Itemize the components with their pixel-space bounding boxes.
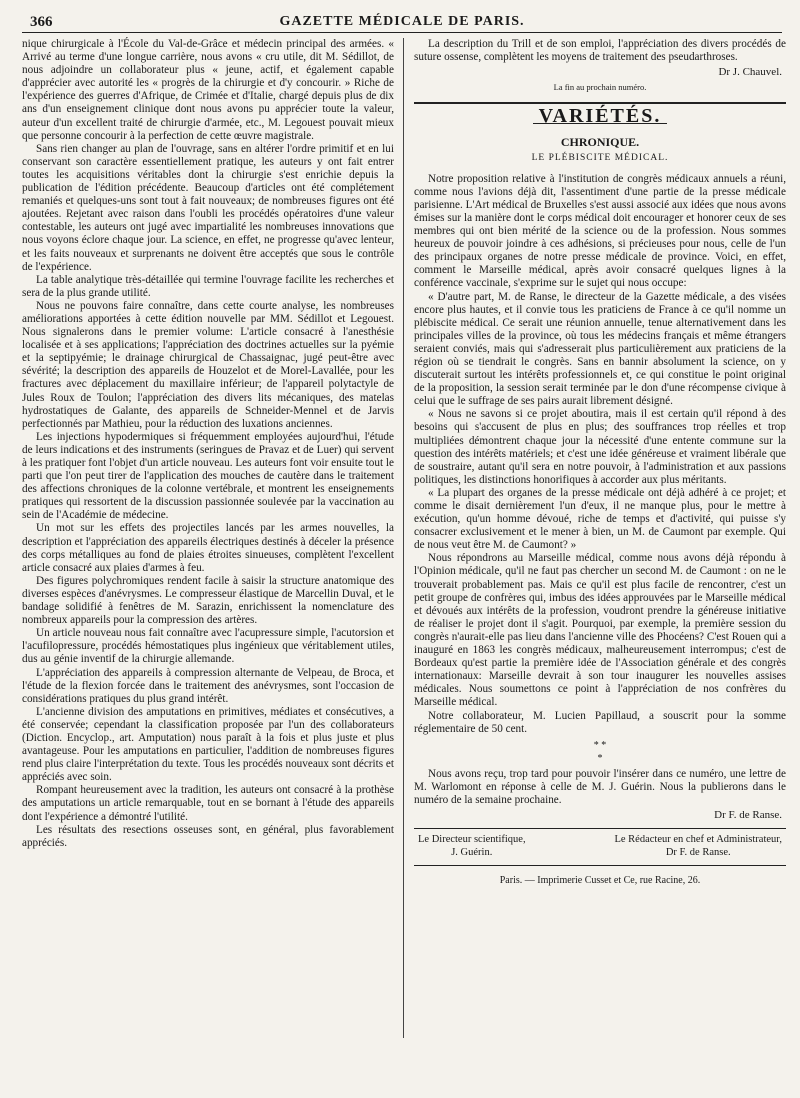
closing-paragraph: Nous avons reçu, trop tard pour pouvoir l'insérer dans ce numéro, une lettre de M. Warlomont en réponse à celle de M. J. Guérin. Nous la publierons dans le numéro de la semaine prochaine.: [414, 767, 786, 807]
footer-credits: [418, 833, 782, 859]
footer-editor: [614, 833, 782, 859]
paragraph: Des figures polychromiques rendent facile à saisir la structure anatomique des diverses espèces d'anévrysmes. Le compresseur élastique de Marcellin Duval, et le bandage solidifié à fenêtres de M. Sarazin, enrichissent la nomenclature des nombreux appareils pour la compression des artères.: [22, 574, 394, 627]
paragraph: Nous répondrons au Marseille médical, comme nous avons déjà répondu à l'Opinion médicale, qu'il ne faut pas chercher un second M. de Caumont : on ne le trouverait probablement pas. Mais ce qu'il est plus facile de rencontrer, c'est un petit groupe de confrères qui, imbus des idées approuvées par le Marseille médical et dévoués aux intérêts de la profession, voudront prendre la généreuse initiative de réaliser le projet dont il s'agit. Pourquoi, par exemple, la première session du congrès n'aurait-elle pas lieu dans l'ancienne ville des Phocéens? C'est Rouen qui a inauguré en 1863 les congrès médicaux, malheureusement interrompus; c'est de Bordeaux qu'est partie la première idée de l'Association générale et des congrès internationaux: Marseille devrait à son tour inaugurer les nouvelles assises médicales. Nous soumettons ce point à l'appréciation de nos confrères du Marseille médical.: [414, 552, 786, 709]
paragraph: Les injections hypodermiques si fréquemment employées aujourd'hui, l'étude de leurs indications et des instruments (seringues de Pravaz et de Luer) qui servent à les pratiquer font l'objet d'un article nouveau. Les auteurs font voir ensuite tout le parti que l'on peut tirer de l'application des mouches de cautère dans le traitement des affections chroniques de la colonne vertébrale, et montrent les enseignements pratiques qui ressortent de la discussion passionnée soulevée par la vaccination au sein de l'Académie de médecine.: [22, 430, 394, 522]
footer-editor-role: Le Rédacteur en chef et Administrateur,: [614, 834, 782, 846]
footer-rule-2: [414, 865, 786, 866]
footer-director-role: Le Directeur scientifique,: [418, 834, 526, 846]
intro-signature: Dr J. Chauvel.: [718, 66, 782, 79]
paragraph: L'appréciation des appareils à compression alternante de Velpeau, de Broca, et l'étude de la flexion forcée dans le traitement des anévrysmes, sont l'occasion de considérations pratiques du plus grand intérêt.: [22, 666, 394, 705]
paragraph: L'ancienne division des amputations en primitives, médiates et consécutives, a été conservée; cependant la classification proposée par l'un des collaborateurs (Diction. Encyclop., art. Amputation) nous paraît à la fois et plus juste et plus avantageuse. Pour les amputations en particulier, l'addition de nombreuses figures rend plus claire l'interprétation du texte. Tous les procédés nouveaux sont décrits et appréciés avec soin.: [22, 705, 394, 784]
section-title: VARIÉTÉS.: [533, 110, 668, 124]
intro-paragraph: La description du Trill et de son emploi, l'appréciation des divers procédés de suture ossense, complètent les moyens de traitement des pseudarthroses.: [414, 38, 786, 64]
paragraph: « D'autre part, M. de Ranse, le directeur de la Gazette médicale, a des visées encore plus hautes, et il convie tous les praticiens de France à ce qu'il nomme un plébiscite médical. Ce serait une réunion annuelle, tenue alternativement dans les principales villes de la province, où tous les médecins français et même étrangers seraient conviés, mais qui s'adresserait plus particulièrement aux praticiens de la région où se tiendrait le congrès. Sans en bannir absolument la science, on y discuterait surtout les intérêts professionnels et, ce qui constitue le point original de la proposition, la session serait terminée par le don d'une récompense civique à celui que le suffrage de ses pairs aurait librement désigné.: [414, 290, 786, 408]
paragraph: Notre collaborateur, M. Lucien Papillaud, a souscrit pour la somme réglementaire de 50 cent.: [414, 709, 786, 735]
paragraph: La table analytique très-détaillée qui termine l'ouvrage facilite les recherches et sera de la plus grande utilité.: [22, 273, 394, 299]
printer-imprint: Paris. — Imprimerie Cusset et Ce, rue Racine, 26.: [499, 875, 701, 887]
article-subheading: LE PLÉBISCITE MÉDICAL.: [531, 152, 669, 163]
paragraph: Rompant heureusement avec la tradition, les auteurs ont consacré à la prothèse des amputations un article remarquable, tout en se bornant à l'étude des appareils dont l'expérience a démontré l'utilité.: [22, 784, 394, 823]
asterism: * * *: [593, 739, 607, 764]
left-column: [22, 38, 394, 850]
right-column: [414, 38, 786, 888]
section-title-box: [414, 105, 786, 128]
footer-rule: [414, 828, 786, 829]
footer-editor-name: Dr F. de Ranse.: [665, 847, 731, 859]
paragraph: « Nous ne savons si ce projet aboutira, mais il est certain qu'il répond à des besoins qui s'accusent de plus en plus; des souffrances trop réelles et trop multipliées démontrent chaque jour la nécessité d'une entente commune sur la question des intérêts matériels; et c'est une idée généreuse et vraiment libérale que de soustraire, autant qu'il sera en notre pouvoir, à l'administration et aux passions politiques, les distinctions honorifiques à accorder aux plus méritants.: [414, 408, 786, 486]
column-divider: [403, 38, 404, 1038]
paragraph: Notre proposition relative à l'institution de congrès médicaux annuels a réuni, comme nous l'avions déjà dit, l'assentiment d'une partie de la presse médicale parisienne. L'Art médical de Bruxelles s'est aussi associé aux idées que nous avons émises sur la manière dont le corps médical doit encourager et honorer ceux de ses membres qui ont bien mérité de la science ou de la profession. Nous sommes heureux de pouvoir joindre à ces adhésions, si précieuses pour nous, celle de l'un des principaux organes de notre presse médicale de province. Voici, en effet, comment le Marseille médical, après avoir consacré quelques lignes à la conférence vaccinale, s'exprime sur le sujet qui nous occupe:: [414, 172, 786, 290]
paragraph: « La plupart des organes de la presse médicale ont déjà adhéré à ce projet; et comme le disait dernièrement l'un d'eux, il ne manque plus, pour le mettre à exécution, qu'un homme dévoué, riche de temps et d'activité, qui puisse s'y consacrer exclusivement et le mener à bien, un M. de Caumont par exemple. Qui de nous veut être M. de Caumont? »: [414, 486, 786, 552]
footer-director: [418, 833, 526, 859]
chronique-title: CHRONIQUE.: [560, 135, 640, 150]
footer-director-name: J. Guérin.: [451, 847, 493, 859]
newspaper-page: [22, 10, 786, 1090]
paragraph: Les résultats des resections osseuses sont, en général, plus favorablement appréciés.: [22, 823, 394, 849]
page-number: 366: [30, 14, 53, 30]
closing-signature: Dr F. de Ranse.: [714, 809, 782, 822]
paragraph: Sans rien changer au plan de l'ouvrage, sans en altérer l'ordre primitif et en lui conservant son caractère essentiellement pratique, les auteurs y ont fait entrer toutes les acquisitions véritables dont la chirurgie s'est enrichie depuis la publication de l'édition précédente. Beaucoup d'articles ont été complétement remaniés et quelques-uns sont tout à fait nouveaux; de nombreuses figures ont été ajoutées. Rejetant avec raison dans l'oubli les procédés opératoires d'une valeur contestable, les auteurs ont jugé avec impartialité les nombreuses innovations que nous voyons éclore chaque jour. La science, en effet, ne progresse qu'avec lenteur, et les faits nouveaux et surprenants ne doivent être acceptés que sous le contrôle de l'expérience.: [22, 142, 394, 273]
journal-title: GAZETTE MÉDICALE DE PARIS.: [279, 14, 525, 29]
columns: [22, 38, 786, 1088]
paragraph: Un article nouveau nous fait connaître avec l'acupressure simple, l'acutorsion et l'acufilopressure, procédés hémostatiques plus ingénieux que véritablement utiles, dus au génie inventif de la chirurgie allemande.: [22, 627, 394, 666]
paragraph: Nous ne pouvons faire connaître, dans cette courte analyse, les nombreuses améliorations apportées à cette édition nouvelle par MM. Sédillot et Legouest. Nous signalerons dans le premier volume: L'article consacré à l'anesthésie localisée et à ses applications; l'appréciation des doctrines actuelles sur la pyémie et la septipyémie; le drainage chirurgical de Chassaignac, jugé peut-être avec sévérité; la description des appareils de Houzelot et de Morel-Lavallée, pour les fractures avec déplacement du maxillaire inférieur; de l'appareil polytactyle de Jules Roux de Toulon; l'appréciation des divers lits mécaniques, des matelas hydrostatiques de Galante, des appareils de Schneider-Mennel et de Jarvis perfectionnés par Mathieu, pour la réduction des luxations anciennes.: [22, 299, 394, 430]
continued-note: La fin au prochain numéro.: [553, 82, 647, 93]
paragraph: Un mot sur les effets des projectiles lancés par les armes nouvelles, la description et l'appréciation des appareils électriques destinés à déceler la présence des corps métalliques au fond de plaies étroites sinueuses, complètent l'excellent article consacré aux plaies d'armes à feu.: [22, 522, 394, 574]
running-head: [22, 10, 782, 33]
paragraph: nique chirurgicale à l'École du Val-de-Grâce et médecin principal des armées. « Arrivé au terme d'une longue carrière, nous avons « cru utile, dit M. Sédillot, de nous adjoindre un collaborateur plus « jeune, actif, et également capable d'apprécier avec autorité les « progrès de la chirurgie et d'y concourir. » Riche de l'expérience des guerres d'Afrique, de Crimée et d'Italie, chargé depuis plus de dix ans d'un enseignement clinique dont nous avons pu apprécier toute la valeur, auteur d'un excellent traité de chirurgie d'armée, etc., M. Legouest pouvait mieux que personne concourir à la perfection de cette œuvre magistrale.: [22, 38, 394, 142]
